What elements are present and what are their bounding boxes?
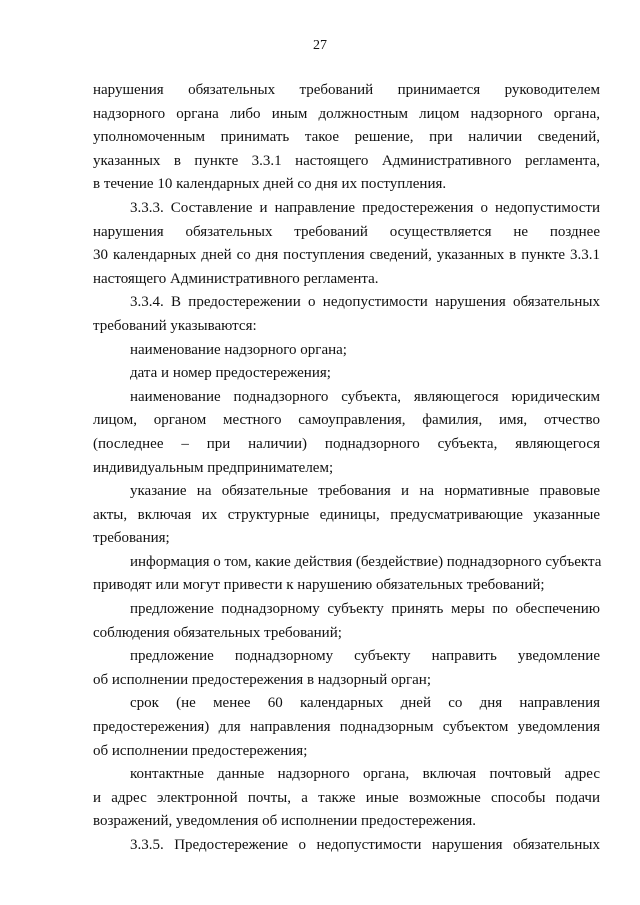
text-line: 3.3.4. В предостережении о недопустимости нарушения обязательных	[130, 294, 600, 311]
text-line: указанных в пункте 3.3.1 настоящего Административного регламента,	[93, 152, 600, 169]
text-line: предостережения) для направления поднадзорным субъектом уведомления	[93, 719, 600, 736]
text-line: нарушения обязательных требований принимается руководителем	[93, 82, 600, 98]
text-line: дата и номер предостережения;	[130, 365, 331, 382]
text-line: уполномоченным принимать такое решение, при наличии сведений,	[93, 129, 600, 146]
text-line: в течение 10 календарных дней со дня их поступления.	[93, 176, 447, 193]
text-line: 3.3.5. Предостережение о недопустимости нарушения обязательных	[130, 837, 600, 853]
paragraph-3-3-4	[93, 291, 600, 338]
paragraph-3-3-5	[93, 834, 600, 858]
text-line: нарушения обязательных требований осуществляется не позднее	[93, 223, 600, 240]
text-line: срок (не менее 60 календарных дней со дня направления	[130, 695, 600, 712]
text-line: соблюдения обязательных требований;	[93, 624, 342, 641]
text-line: наименование поднадзорного субъекта, являющегося юридическим	[130, 388, 600, 405]
list-item-contact-data	[93, 763, 600, 834]
text-line: требований указываются:	[93, 317, 257, 334]
document-body	[93, 79, 600, 858]
text-line: 3.3.3. Составление и направление предостережения о недопустимости	[130, 199, 600, 216]
list-item-actions-info	[93, 551, 600, 598]
list-item-measures-proposal	[93, 598, 600, 645]
text-line: контактные данные надзорного органа, включая почтовый адрес	[130, 766, 600, 783]
list-item-notification-proposal	[93, 645, 600, 692]
text-line: об исполнении предостережения в надзорный орган;	[93, 671, 432, 688]
text-line: предложение поднадзорному субъекту принять меры по обеспечению	[130, 601, 600, 618]
list-item-deadline	[93, 692, 600, 763]
text-line: наименование надзорного органа;	[130, 341, 347, 358]
text-line: информация о том, какие действия (бездействие) поднадзорного субъекта	[130, 553, 602, 570]
list-item-supervisory-body-name	[93, 339, 600, 363]
paragraph-continuation	[93, 79, 600, 197]
paragraph-3-3-3	[93, 197, 600, 291]
text-line: предложение поднадзорному субъекту направить уведомление	[130, 648, 600, 665]
text-line: акты, включая их структурные единицы, предусматривающие указанные	[93, 506, 600, 523]
text-line: (последнее – при наличии) поднадзорного субъекта, являющегося	[93, 435, 600, 452]
text-line: лицом, органом местного самоуправления, фамилия, имя, отчество	[93, 412, 600, 429]
list-item-subject-name	[93, 386, 600, 480]
text-line: 30 календарных дней со дня поступления сведений, указанных в пункте 3.3.1	[93, 247, 600, 264]
page-number: 27	[313, 38, 327, 53]
text-line: индивидуальным предпринимателем;	[93, 459, 334, 476]
list-item-date-number	[93, 362, 600, 386]
text-line: возражений, уведомления об исполнении предостережения.	[93, 813, 477, 830]
text-line: об исполнении предостережения;	[93, 742, 308, 759]
list-item-requirements	[93, 480, 600, 551]
text-line: надзорного органа либо иным должностным лицом надзорного органа,	[93, 105, 600, 122]
text-line: и адрес электронной почты, а также иные возможные способы подачи	[93, 789, 600, 806]
text-line: указание на обязательные требования и на нормативные правовые	[130, 483, 600, 500]
text-line: требования;	[93, 530, 170, 547]
text-line: приводят или могут привести к нарушению обязательных требований;	[93, 577, 545, 594]
text-line: настоящего Административного регламента.	[93, 270, 379, 287]
